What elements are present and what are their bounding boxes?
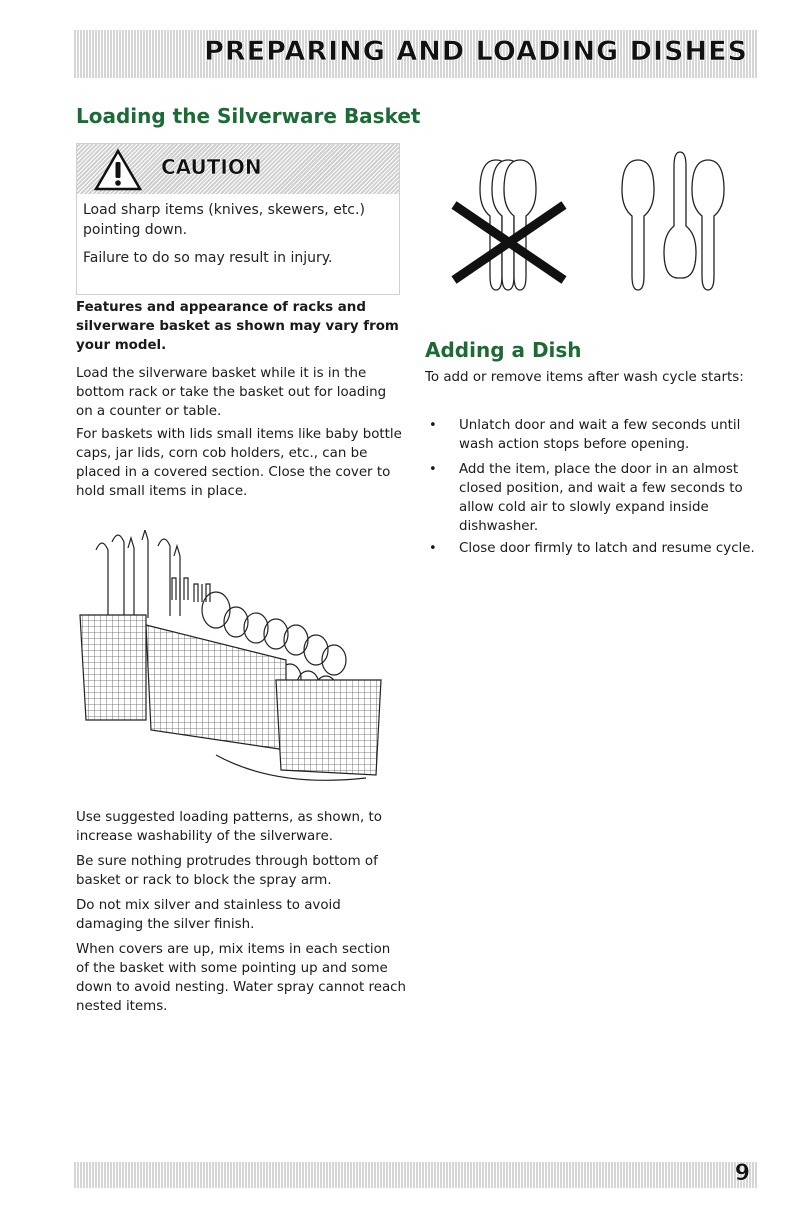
silverware-section-title: Loading the Silverware Basket <box>76 104 421 128</box>
caution-text: Load sharp items (knives, skewers, etc.) pointing down. <box>83 202 365 238</box>
list-item-text: Close door firmly to latch and resume cycle. <box>459 541 755 556</box>
features-note: Features and appearance of racks and silverware basket as shown may vary from your model. <box>76 300 399 353</box>
caution-warning-text: Failure to do so may result in injury. <box>83 250 333 266</box>
caution-label: CAUTION <box>161 155 262 179</box>
silverware-paragraph: For baskets with lids small items like baby bottle caps, jar lids, corn cob holders, etc., can be placed in a covered section. Close the cover to hold small items in place. <box>76 427 402 499</box>
silverware-basket-illustration <box>76 530 386 788</box>
list-item <box>425 460 755 536</box>
list-item <box>425 539 755 558</box>
page-number: 9 <box>734 1161 750 1186</box>
bullet-icon: • <box>429 541 437 556</box>
bullet-icon: • <box>429 418 437 433</box>
caution-box <box>76 143 400 295</box>
loading-tip-paragraph: Do not mix silver and stainless to avoid damaging the silver finish. <box>76 898 341 932</box>
header-bar <box>73 30 758 78</box>
bullet-icon: • <box>429 462 437 477</box>
page-title: PREPARING AND LOADING DISHES <box>204 36 748 67</box>
list-item <box>425 416 755 454</box>
adding-dish-title: Adding a Dish <box>425 338 582 362</box>
spoon-nesting-illustration <box>440 150 740 305</box>
warning-triangle-icon <box>93 148 143 192</box>
list-item-text: Unlatch door and wait a few seconds until wash action stops before opening. <box>459 418 741 452</box>
adding-dish-intro: To add or remove items after wash cycle starts: <box>425 370 744 385</box>
loading-tip-paragraph: Use suggested loading patterns, as shown, to increase washability of the silverware. <box>76 810 382 844</box>
list-item-text: Add the item, place the door in an almost closed position, and wait a few seconds to allow cold air to slowly expand inside dishwasher. <box>459 462 743 534</box>
footer-bar <box>73 1162 758 1188</box>
caution-header <box>77 144 399 194</box>
loading-tip-paragraph: When covers are up, mix items in each section of the basket with some pointing up and some down to avoid nesting. Water spray cannot reach nested items. <box>76 942 407 1014</box>
silverware-paragraph: Load the silverware basket while it is in the bottom rack or take the basket out for loading on a counter or table. <box>76 366 387 419</box>
loading-tip-paragraph: Be sure nothing protrudes through bottom of basket or rack to block the spray arm. <box>76 854 378 888</box>
